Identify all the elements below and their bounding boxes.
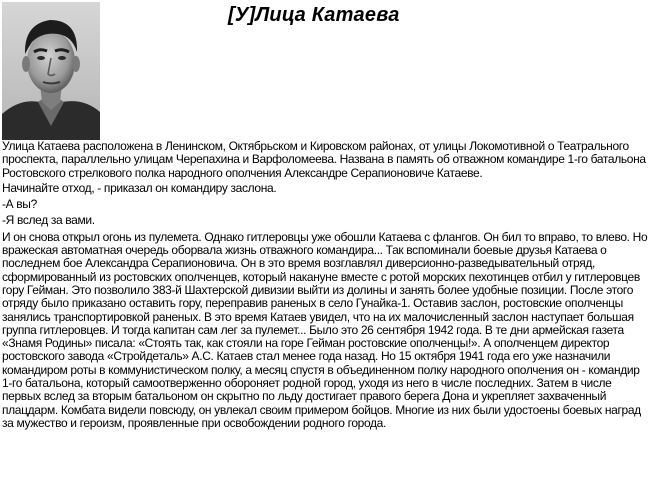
intro-paragraph: Улица Катаева расположена в Ленинском, Октябрьском и Кировском районах, от улицы Локомотивной о Театрального проспекта, параллельно улицам Черепахина и Варфоломеева. Названа в память об отважном командире 1-го батальона Ростовского стрелкового полка народного ополчения Александре Серапионовиче Катаеве. [2, 139, 646, 180]
portrait-photo [2, 2, 100, 140]
dialogue-line-1: Начинайте отход, - приказал он командиру заслона. [2, 180, 277, 195]
slide-title: [У]Лица Катаева [228, 4, 400, 26]
portrait-image [2, 2, 100, 140]
dialogue-line-3: -Я вслед за вами. [2, 213, 95, 228]
story-paragraph: И он снова открыл огонь из пулемета. Однако гитлеровцы уже обошли Катаева с флангов. Он бил то вправо, то влево. Но вражеская автоматная очередь оборвала жизнь отважного командира... Так вспоминали боевые друзья Катаева о последнем бое Александра Серапионовича. Он в это время возглавлял диверсионно-разведывательный отряд, сформированный из ростовских ополченцев, который накануне вместе с ротой морских пехотинцев отбил у гитлеровцев гору Гейман. Это позволило 383-й Шахтерской дивизии выйти из долины и занять более удобные позиции. После этого отряду было приказано оставить гору, переправив раненых в село Гунайка-1. Оставив заслон, ростовские ополченцы занялись транспортировкой раненых. В это время Катаев увидел, что на их малочисленный заслон наступает большая группа гитлеровцев. И тогда капитан сам лег за пулемет... Было это 26 сентября 1942 года. В те дни армейская газета «Знамя Родины» писала: «Стоять так, как стояли на горе Гейман ростовские ополченцы!». А ополченцем директор ростовского завода «Стройдеталь» А.С. Катаев стал менее года назад. Но 15 октября 1941 года его уже назначили командиром роты в коммунистическом полку, а месяц спустя в объединенном полку народного ополчения он - командир 1-го батальона, который самоотверженно обороняет родной город, уходя из него в числе последних. Затем в числе первых вслед за вторым батальоном он скрытно по льду достигает правого берега Дона и укрепляет захваченный плацдарм. Комбата видели повсюду, он увлекал своим примером бойцов. Многие из них были удостоены боевых наград за мужество и героизм, проявленные при освобождении родного города. [2, 229, 648, 430]
dialogue-line-2: -А вы? [2, 197, 37, 212]
article-body [2, 140, 652, 430]
